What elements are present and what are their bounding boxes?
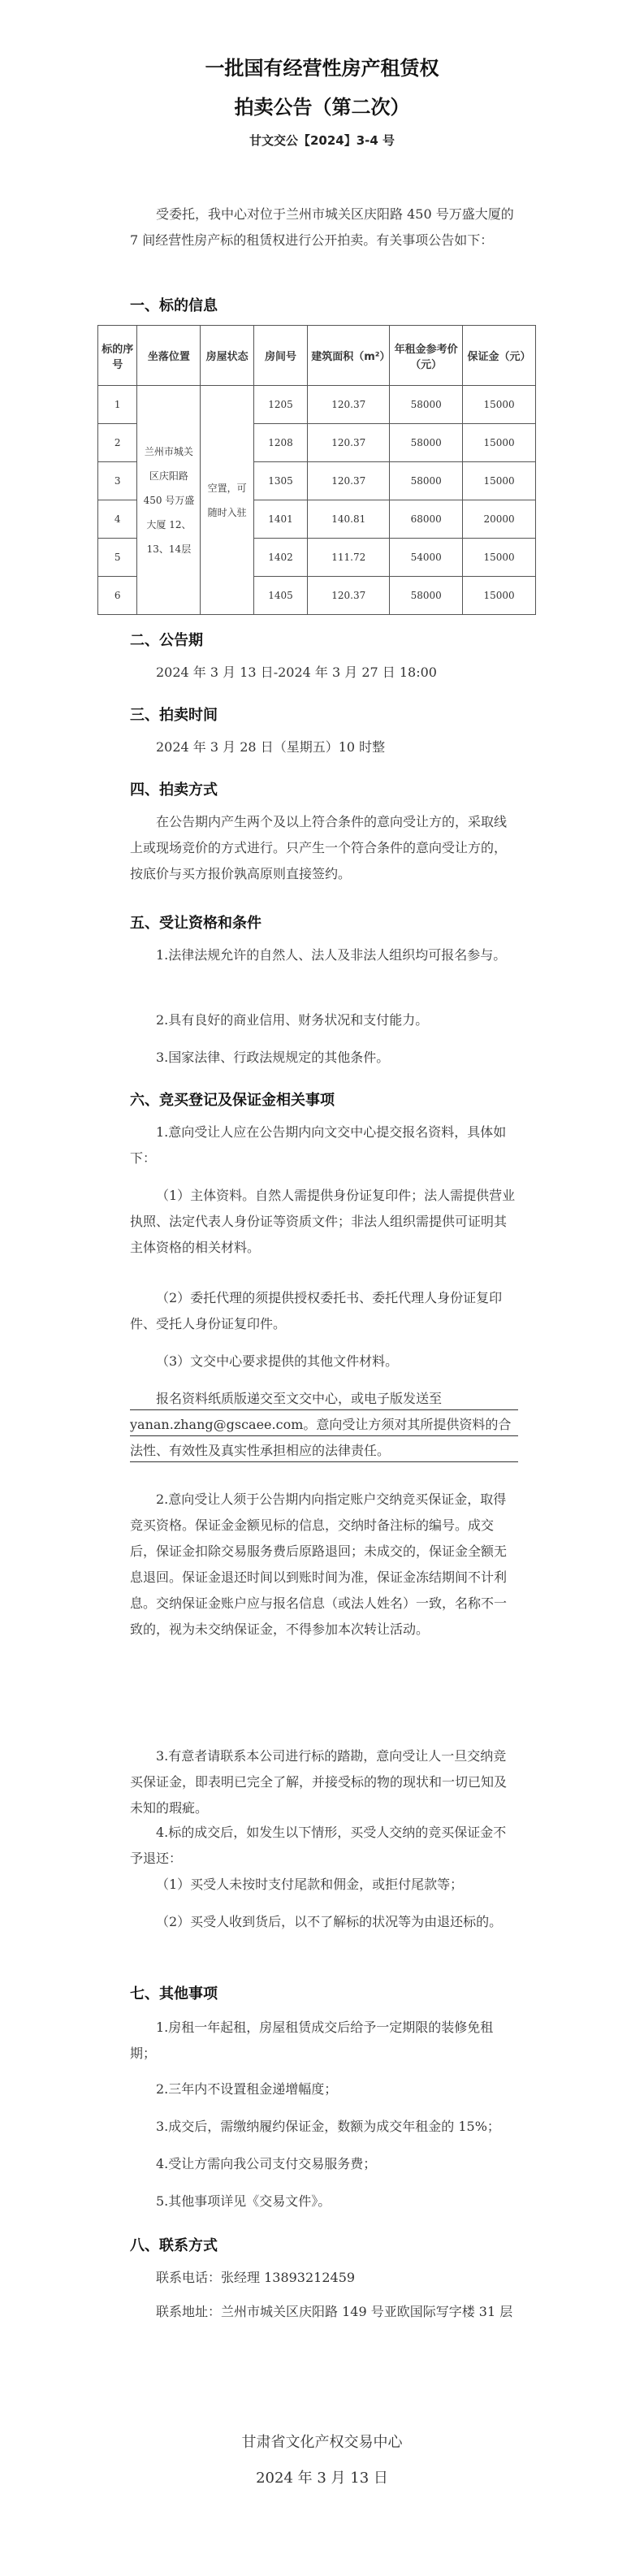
contact-address: 联系地址：兰州市城关区庆阳路 149 号亚欧国际写字楼 31 层 <box>156 2304 513 2319</box>
cell-lot-no: 6 <box>98 577 137 615</box>
cell-deposit: 15000 <box>463 386 536 424</box>
header-rent: 年租金参考价（元） <box>390 326 463 386</box>
cell-deposit: 15000 <box>463 539 536 577</box>
inspection-paragraph: 3.有意者请联系本公司进行标的踏勘，意向受让人一旦交纳竞买保证金，即表明已完全了解，并接受标的物的现状和一切已知及未知的瑕疵。 <box>130 1748 508 1816</box>
auction-method-text: 在公告期内产生两个及以上符合条件的意向受让方的，采取线上或现场竞价的方式进行。只产生一个符合条件的意向受让方的，按底价与买方报价孰高原则直接签约。 <box>130 814 508 881</box>
forfeit-item: （2）买受人收到货后，以不了解标的状况等为由退还标的。 <box>156 1914 503 1929</box>
forfeit-item: （1）买受人未按时支付尾款和佣金，或拒付尾款等； <box>156 1877 464 1892</box>
underline <box>130 1409 518 1410</box>
deposit-paragraph: 2.意向受让人须于公告期内向指定账户交纳竞买保证金，取得竞买资格。保证金金额见标的信息，交纳时备注标的编号。成交后，保证金扣除交易服务费后原路退回；未成交的，保证金全额无息退回。保证金退还时间以到账时间为准，保证金冻结期间不计利息。交纳保证金账户应与报名信息（或法人姓名）一致，名称不一致的，视为未交纳保证金，不得参加本次转让活动。 <box>130 1491 508 1637</box>
cell-area: 120.37 <box>308 424 390 462</box>
cell-area: 120.37 <box>308 386 390 424</box>
cell-location: 兰州市城关区庆阳路 450 号万盛大厦 12、13、14层 <box>137 386 201 615</box>
qualification-item: 3.国家法律、行政法规规定的其他条件。 <box>156 1050 390 1065</box>
auction-time-text: 2024 年 3 月 28 日（星期五）10 时整 <box>156 739 386 755</box>
cell-deposit: 20000 <box>463 500 536 539</box>
cell-lot-no: 2 <box>98 424 137 462</box>
intro-paragraph: 受委托，我中心对位于兰州市城关区庆阳路 450 号万盛大厦的 7 间经营性房产标的租赁权进行公开拍卖。有关事项公告如下： <box>130 206 514 248</box>
signature-organization: 甘肃省文化产权交易中心 <box>241 2434 403 2451</box>
title-line-1: 一批国有经营性房产租赁权 <box>205 57 439 80</box>
cell-area: 140.81 <box>308 500 390 539</box>
signature-date: 2024 年 3 月 13 日 <box>256 2470 388 2487</box>
section-2-title: 二、公告期 <box>130 632 203 649</box>
table-header-row <box>98 326 536 386</box>
registration-item: （1）主体资料。自然人需提供身份证复印件；法人需提供营业执照、法定代表人身份证等资质文件；非法人组织需提供可证明其主体资格的相关材料。 <box>130 1188 516 1255</box>
cell-rent: 58000 <box>390 577 463 615</box>
header-area: 建筑面积（m²） <box>308 326 390 386</box>
section-7-title: 七、其他事项 <box>130 1985 218 2002</box>
cell-lot-no: 1 <box>98 386 137 424</box>
section-8-title: 八、联系方式 <box>130 2237 218 2254</box>
cell-lot-no: 3 <box>98 462 137 500</box>
submission-notice: 报名资料纸质版递交至文交中心，或电子版发送至yanan.zhang@gscaee.com。意向受让方须对其所提供资料的合法性、有效性及真实性承担相应的法律责任。 <box>130 1391 512 1458</box>
header-room: 房间号 <box>253 326 307 386</box>
cell-deposit: 15000 <box>463 462 536 500</box>
qualification-item: 1.法律法规允许的自然人、法人及非法人组织均可报名参与。 <box>156 947 507 963</box>
notice-period-text: 2024 年 3 月 13 日-2024 年 3 月 27 日 18:00 <box>156 665 437 680</box>
cell-room: 1205 <box>253 386 307 424</box>
title-line-2: 拍卖公告（第二次） <box>234 96 410 119</box>
cell-lot-no: 5 <box>98 539 137 577</box>
registration-item: （3）文交中心要求提供的其他文件材料。 <box>156 1353 399 1369</box>
section-6-title: 六、竞买登记及保证金相关事项 <box>130 1092 335 1109</box>
cell-room: 1402 <box>253 539 307 577</box>
table-row <box>98 386 536 424</box>
cell-rent: 68000 <box>390 500 463 539</box>
cell-rent: 58000 <box>390 462 463 500</box>
section-3-title: 三、拍卖时间 <box>130 707 218 724</box>
document-number: 甘文交公【2024】3-4 号 <box>249 133 395 148</box>
other-item: 3.成交后，需缴纳履约保证金，数额为成交年租金的 15%； <box>156 2119 500 2134</box>
cell-deposit: 15000 <box>463 577 536 615</box>
header-location: 坐落位置 <box>137 326 201 386</box>
section-4-title: 四、拍卖方式 <box>130 781 218 799</box>
cell-room: 1405 <box>253 577 307 615</box>
other-item: 4.受让方需向我公司支付交易服务费； <box>156 2156 377 2171</box>
header-lot-no: 标的序号 <box>98 326 137 386</box>
section-5-title: 五、受让资格和条件 <box>130 915 261 932</box>
header-status: 房屋状态 <box>201 326 253 386</box>
cell-rent: 58000 <box>390 424 463 462</box>
registration-item: （2）委托代理的须提供授权委托书、委托代理人身份证复印件、受托人身份证复印件。 <box>130 1290 503 1331</box>
other-item: 2.三年内不设置租金递增幅度； <box>156 2081 338 2097</box>
contact-phone: 联系电话：张经理 13893212459 <box>156 2270 356 2285</box>
qualification-item: 2.具有良好的商业信用、财务状况和支付能力。 <box>156 1012 429 1028</box>
cell-rent: 58000 <box>390 386 463 424</box>
underline <box>130 1435 518 1436</box>
other-item: 5.其他事项详见《交易文件》。 <box>156 2193 331 2209</box>
other-item: 1.房租一年起租，房屋租赁成交后给予一定期限的装修免租期； <box>130 2020 494 2061</box>
cell-area: 120.37 <box>308 577 390 615</box>
lot-info-table <box>97 325 536 615</box>
section-1-title: 一、标的信息 <box>130 297 218 314</box>
cell-room: 1208 <box>253 424 307 462</box>
cell-room: 1401 <box>253 500 307 539</box>
cell-status: 空置，可随时入驻 <box>201 386 253 615</box>
underline <box>130 1461 518 1462</box>
header-deposit: 保证金（元） <box>463 326 536 386</box>
cell-deposit: 15000 <box>463 424 536 462</box>
cell-area: 120.37 <box>308 462 390 500</box>
cell-rent: 54000 <box>390 539 463 577</box>
registration-paragraph: 1.意向受让人应在公告期内向文交中心提交报名资料，具体如下： <box>130 1124 507 1166</box>
cell-area: 111.72 <box>308 539 390 577</box>
cell-lot-no: 4 <box>98 500 137 539</box>
forfeit-paragraph: 4.标的成交后，如发生以下情形，买受人交纳的竞买保证金不予退还： <box>130 1825 507 1866</box>
cell-room: 1305 <box>253 462 307 500</box>
